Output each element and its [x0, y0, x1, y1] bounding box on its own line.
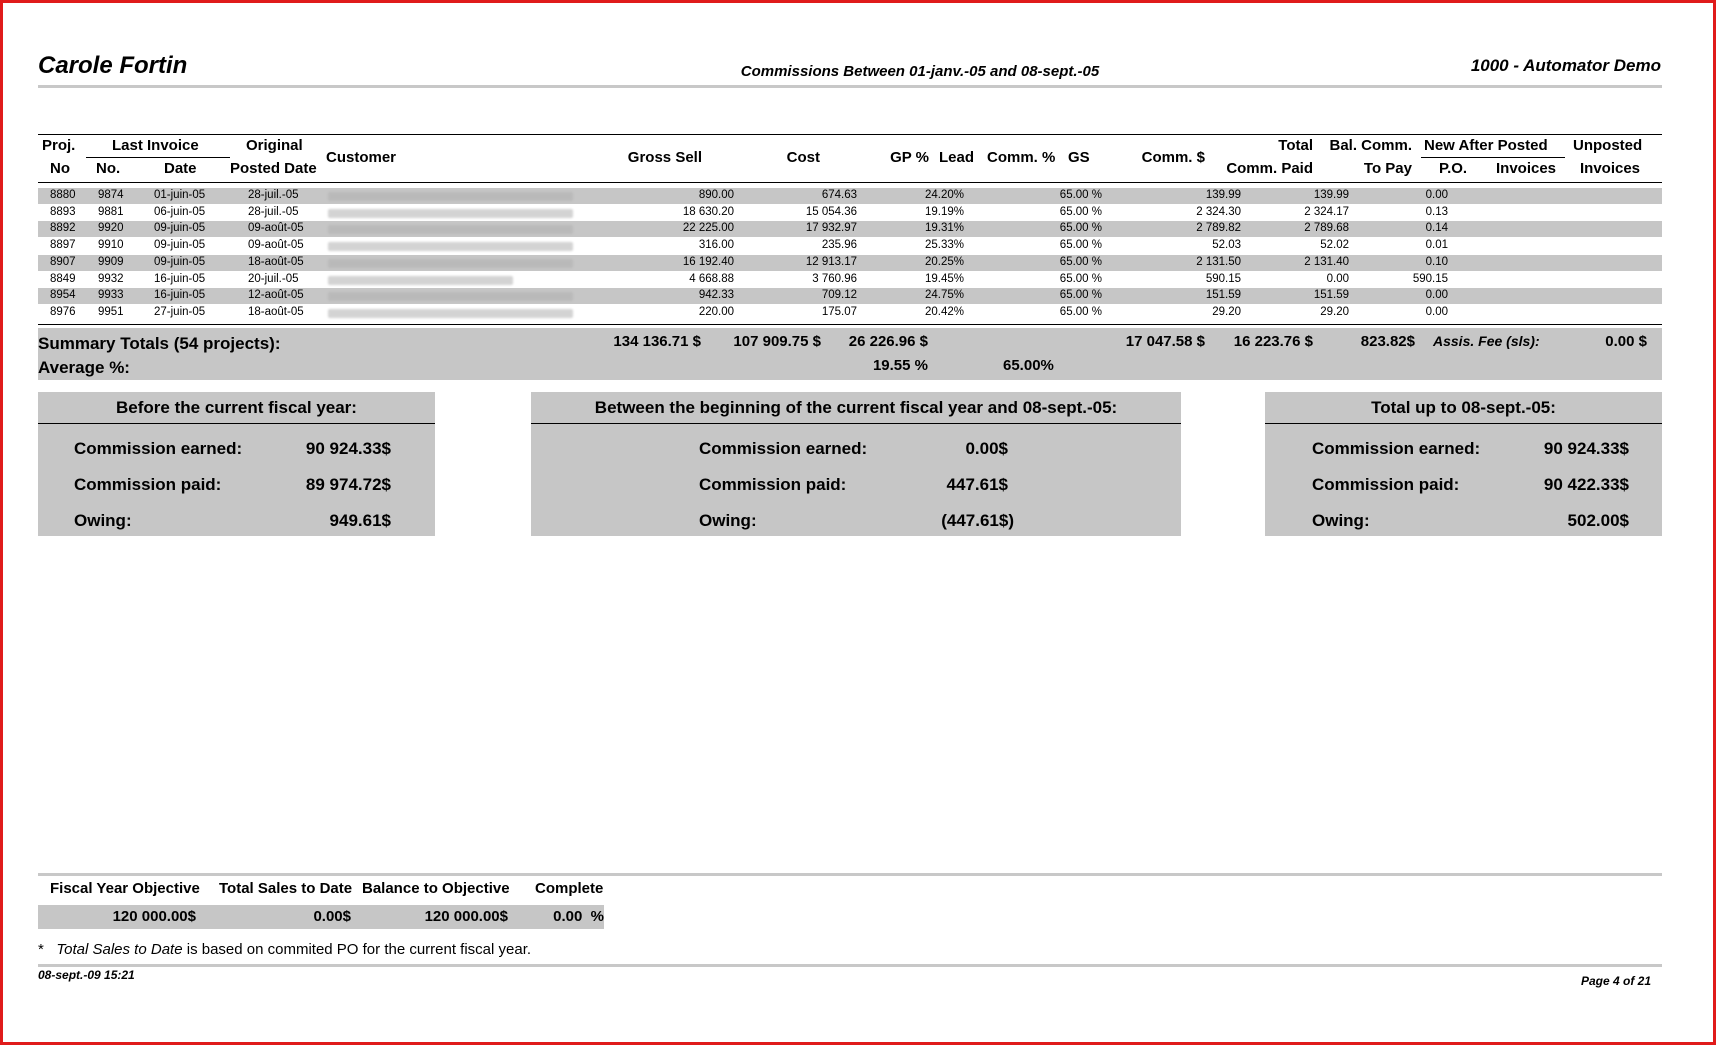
objective-sales-value: 0.00$ — [313, 908, 351, 925]
col-inv-date: Date — [164, 160, 197, 177]
objective-rule — [38, 873, 1662, 876]
objective-complete-value: 0.00 % — [553, 908, 604, 925]
col-lead: Lead — [939, 149, 975, 166]
blurred-customer-name — [328, 192, 573, 201]
col-original: Original — [246, 137, 303, 154]
blurred-customer-name — [328, 309, 573, 318]
cell-gross: 18 630.20 — [682, 205, 734, 218]
col-new-after-posted: New After Posted — [1424, 137, 1548, 154]
cell-cost: 175.07 — [821, 305, 857, 318]
cell-gp: 25.33% — [924, 239, 964, 252]
table-row — [38, 205, 1662, 221]
cell-comm-amt: 52.03 — [1212, 239, 1241, 252]
cell-proj: 8880 — [50, 189, 76, 201]
cell-comm: 65.00 % — [1059, 239, 1102, 252]
col-unposted-invoices: Invoices — [1580, 160, 1641, 177]
cell-paid: 151.59 — [1313, 289, 1349, 302]
cell-paid: 2 131.40 — [1304, 255, 1349, 268]
cell-inv: 9874 — [98, 189, 124, 201]
objective-fiscal-value: 120 000.00$ — [112, 908, 196, 925]
cell-inv: 9881 — [98, 205, 124, 218]
table-row — [38, 288, 1662, 304]
cell-date: 16-juin-05 — [154, 272, 206, 285]
cell-gross: 4 668.88 — [689, 272, 734, 285]
average-comm: 65.00% — [1003, 357, 1054, 374]
cell-paid: 2 324.17 — [1304, 205, 1349, 218]
blurred-customer-name — [328, 225, 573, 234]
summary-gp: 26 226.96 $ — [848, 333, 928, 350]
objective-header-fiscal: Fiscal Year Objective — [50, 880, 200, 897]
cell-gp: 24.20% — [924, 189, 964, 201]
col-gp: GP % — [890, 149, 929, 166]
before-earned-label: Commission earned: — [74, 439, 243, 458]
before-paid-label: Commission paid: — [74, 475, 222, 494]
cell-bal: 0.00 — [1425, 189, 1448, 201]
cell-gross: 942.33 — [698, 289, 734, 302]
box-between-rule — [531, 423, 1181, 424]
cell-date: 09-juin-05 — [154, 255, 206, 268]
footnote-italic: Total Sales to Date — [56, 941, 183, 958]
summary-label: Summary Totals (54 projects): — [38, 334, 281, 353]
table-row — [38, 188, 1662, 204]
table-top-rule — [38, 134, 1662, 135]
header-bottom-rule — [38, 182, 1662, 183]
cell-paid: 29.20 — [1320, 305, 1349, 318]
cell-comm-amt: 29.20 — [1212, 305, 1241, 318]
summary-paid: 16 223.76 $ — [1233, 333, 1313, 350]
col-customer: Customer — [326, 149, 397, 166]
objective-header-balance: Balance to Objective — [362, 880, 510, 897]
cell-cost: 17 932.97 — [805, 222, 857, 235]
cell-gross: 22 225.00 — [682, 222, 734, 235]
blurred-customer-name — [328, 259, 573, 268]
footnote-text: is based on commited PO for the current fiscal year. — [182, 941, 532, 958]
cell-paid: 52.02 — [1320, 239, 1349, 252]
objective-header-complete: Complete — [535, 880, 604, 897]
col-new-invoices: Invoices — [1496, 160, 1557, 177]
summary-comm: 17 047.58 $ — [1125, 333, 1205, 350]
footer-rule — [38, 964, 1662, 967]
table-row — [38, 238, 1662, 254]
cell-cost: 674.63 — [821, 189, 857, 201]
col-proj: Proj. — [42, 137, 76, 154]
cell-gross: 16 192.40 — [682, 255, 734, 268]
cell-comm: 65.00 % — [1059, 272, 1102, 285]
cell-proj: 8954 — [50, 289, 76, 302]
cell-gp: 24.75% — [924, 289, 964, 302]
average-label: Average %: — [38, 358, 130, 377]
print-timestamp: 08-sept.-09 15:21 — [38, 968, 135, 982]
table-row — [38, 305, 1662, 321]
col-total: Total — [1278, 137, 1313, 154]
total-owing-label: Owing: — [1312, 511, 1370, 530]
cell-paid: 139.99 — [1313, 189, 1349, 201]
cell-date: 16-juin-05 — [154, 289, 206, 302]
cell-proj: 8897 — [50, 239, 76, 252]
total-paid-label: Commission paid: — [1312, 475, 1460, 494]
col-comm-pct: Comm. % — [987, 149, 1056, 166]
box-total — [1265, 392, 1662, 536]
summary-cost: 107 909.75 $ — [733, 333, 821, 350]
cell-paid: 2 789.68 — [1304, 222, 1349, 235]
col-proj-no: No — [50, 160, 70, 177]
objective-header-sales: Total Sales to Date — [219, 880, 353, 897]
col-posted-date: Posted Date — [230, 160, 317, 177]
box-before-fiscal-year — [38, 392, 435, 536]
before-owing-label: Owing: — [74, 511, 132, 530]
table-bottom-rule — [38, 324, 1662, 325]
cell-proj: 8892 — [50, 222, 76, 235]
footnote — [38, 941, 531, 958]
cell-cost: 12 913.17 — [805, 255, 857, 268]
objective-balance-value: 120 000.00$ — [424, 908, 508, 925]
blurred-customer-name — [328, 292, 573, 301]
cell-comm: 65.00 % — [1059, 205, 1102, 218]
cell-gp: 19.45% — [924, 272, 964, 285]
col-comm-dollar: Comm. $ — [1141, 149, 1205, 166]
cell-cost: 235.96 — [821, 239, 857, 252]
summary-gross: 134 136.71 $ — [613, 333, 701, 350]
average-gp: 19.55 % — [872, 357, 928, 374]
cell-bal: 0.10 — [1425, 255, 1448, 268]
cell-comm-amt: 2 324.30 — [1196, 205, 1241, 218]
cell-posted: 28-juil.-05 — [248, 189, 299, 201]
before-owing-value: 949.61$ — [329, 511, 391, 530]
col-unposted: Unposted — [1573, 137, 1643, 154]
cell-gross: 890.00 — [698, 189, 734, 201]
cell-posted: 28-juil.-05 — [248, 205, 299, 218]
cell-gross: 316.00 — [698, 239, 734, 252]
header-rule — [38, 85, 1662, 88]
box-before-title: Before the current fiscal year: — [116, 398, 357, 417]
blurred-customer-name — [328, 276, 513, 285]
page-number: Page 4 of 21 — [1580, 974, 1651, 988]
table-row — [38, 221, 1662, 237]
new-after-posted-underline — [1421, 157, 1565, 158]
cell-bal: 0.13 — [1425, 205, 1448, 218]
cell-inv: 9932 — [98, 272, 124, 285]
cell-gp: 20.42% — [924, 305, 964, 318]
cell-inv: 9933 — [98, 289, 124, 302]
cell-proj: 8893 — [50, 205, 76, 218]
total-owing-value: 502.00$ — [1567, 511, 1629, 530]
cell-date: 09-juin-05 — [154, 239, 206, 252]
cell-comm-amt: 139.99 — [1205, 189, 1241, 201]
between-owing-label: Owing: — [699, 511, 757, 530]
cell-comm: 65.00 % — [1059, 222, 1102, 235]
between-earned-value: 0.00$ — [965, 439, 1008, 458]
cell-paid: 0.00 — [1326, 272, 1349, 285]
cell-cost: 709.12 — [821, 289, 857, 302]
cell-comm: 65.00 % — [1059, 255, 1102, 268]
col-gross-sell: Gross Sell — [627, 149, 702, 166]
between-paid-label: Commission paid: — [699, 475, 847, 494]
cell-gp: 19.31% — [924, 222, 964, 235]
cell-comm-amt: 2 131.50 — [1196, 255, 1241, 268]
total-paid-value: 90 422.33$ — [1543, 475, 1629, 494]
report-title: Commissions Between 01-janv.-05 and 08-sept.-05 — [740, 63, 1100, 80]
cell-posted: 09-août-05 — [248, 239, 304, 252]
footnote-star: * — [38, 941, 44, 958]
col-inv-no: No. — [96, 160, 121, 177]
company-name: 1000 - Automator Demo — [1470, 56, 1661, 75]
cell-comm-amt: 151.59 — [1205, 289, 1241, 302]
box-before-rule — [38, 423, 435, 424]
assis-fee-value: 0.00 $ — [1605, 333, 1647, 350]
cell-date: 01-juin-05 — [154, 189, 206, 201]
cell-date: 06-juin-05 — [154, 205, 206, 218]
col-last-invoice: Last Invoice — [112, 137, 199, 154]
cell-gross: 220.00 — [698, 305, 734, 318]
col-bal-comm: Bal. Comm. — [1329, 137, 1412, 154]
summary-bal: 823.82$ — [1360, 333, 1415, 350]
cell-inv: 9910 — [98, 239, 124, 252]
box-total-title: Total up to 08-sept.-05: — [1371, 398, 1556, 417]
col-po: P.O. — [1439, 160, 1468, 177]
cell-bal: 0.14 — [1425, 222, 1448, 235]
cell-proj: 8849 — [50, 272, 76, 285]
cell-bal: 0.00 — [1425, 289, 1448, 302]
salesperson-name: Carole Fortin — [38, 52, 188, 79]
cell-bal: 0.00 — [1425, 305, 1448, 318]
box-total-rule — [1265, 423, 1662, 424]
cell-posted: 18-août-05 — [248, 305, 304, 318]
cell-comm: 65.00 % — [1059, 189, 1102, 201]
last-invoice-underline — [86, 157, 230, 158]
total-earned-label: Commission earned: — [1312, 439, 1481, 458]
cell-gp: 20.25% — [924, 255, 964, 268]
col-comm-paid: Comm. Paid — [1226, 160, 1313, 177]
total-earned-value: 90 924.33$ — [1543, 439, 1629, 458]
col-to-pay: To Pay — [1363, 160, 1412, 177]
blurred-customer-name — [328, 242, 573, 251]
cell-bal: 590.15 — [1412, 272, 1448, 285]
col-cost: Cost — [786, 149, 820, 166]
between-paid-value: 447.61$ — [946, 475, 1008, 494]
between-owing-value: (447.61$) — [941, 511, 1014, 530]
cell-cost: 15 054.36 — [805, 205, 857, 218]
box-between — [531, 392, 1181, 536]
col-gs: GS — [1068, 149, 1090, 166]
between-earned-label: Commission earned: — [699, 439, 868, 458]
cell-posted: 20-juil.-05 — [248, 272, 299, 285]
cell-posted: 18-août-05 — [248, 255, 304, 268]
cell-inv: 9951 — [98, 305, 124, 318]
table-row — [38, 255, 1662, 271]
cell-date: 27-juin-05 — [154, 305, 206, 318]
cell-proj: 8976 — [50, 305, 76, 318]
cell-posted: 09-août-05 — [248, 222, 304, 235]
cell-posted: 12-août-05 — [248, 289, 304, 302]
before-earned-value: 90 924.33$ — [305, 439, 391, 458]
cell-inv: 9909 — [98, 255, 124, 268]
cell-comm: 65.00 % — [1059, 305, 1102, 318]
before-paid-value: 89 974.72$ — [305, 475, 391, 494]
cell-bal: 0.01 — [1425, 239, 1448, 252]
cell-comm: 65.00 % — [1059, 289, 1102, 302]
assis-fee-label: Assis. Fee (sls): — [1433, 333, 1540, 349]
box-between-title: Between the beginning of the current fiscal year and 08-sept.-05: — [594, 398, 1118, 417]
cell-date: 09-juin-05 — [154, 222, 206, 235]
cell-cost: 3 760.96 — [812, 272, 857, 285]
table-row — [38, 272, 1662, 288]
cell-gp: 19.19% — [924, 205, 964, 218]
cell-comm-amt: 2 789.82 — [1196, 222, 1241, 235]
blurred-customer-name — [328, 209, 573, 218]
cell-proj: 8907 — [50, 255, 76, 268]
cell-comm-amt: 590.15 — [1205, 272, 1241, 285]
cell-inv: 9920 — [98, 222, 124, 235]
